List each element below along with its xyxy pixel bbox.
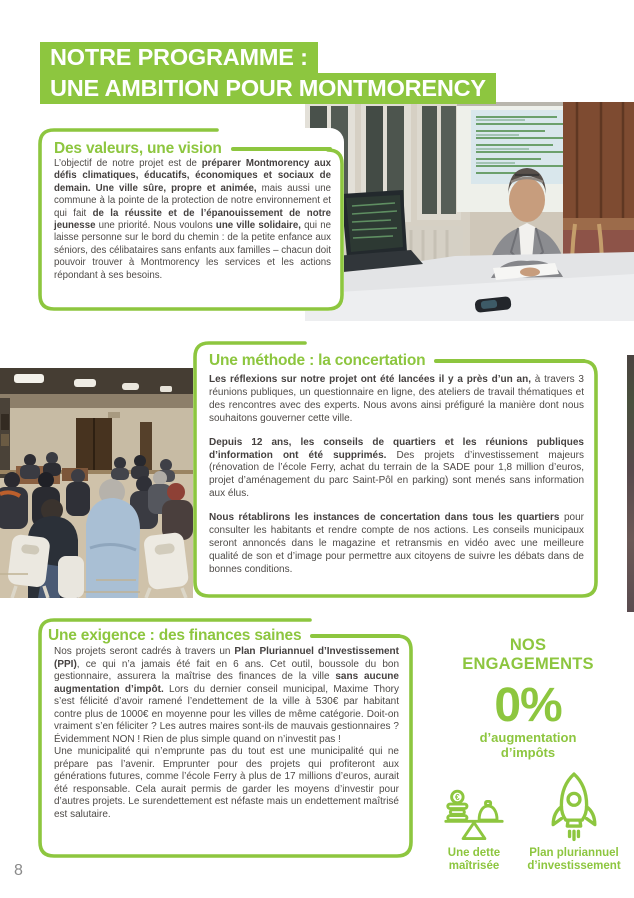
sidebar-title: NOS ENGAGEMENTS: [462, 636, 594, 673]
zero-percent-stat: 0%: [494, 679, 562, 732]
section-finance: [38, 618, 413, 858]
section-finance-text: [54, 646, 399, 821]
title-rule: [434, 359, 586, 363]
paragraph: Nous rétablirons les instances de concertation dans tous les quartiers pour consulter les habitants et rendre compte de nos actions. Les conseils municipaux seront annoncés dans le magazine et retransmis en vidéo avec une meilleure qualité de son et d’image pour permettre aux citoyens de suivre les débats dans de bonnes conditions.: [209, 512, 584, 575]
commitment-label: Une dette maîtrisée: [447, 847, 501, 872]
section-method: [193, 341, 598, 598]
photo-edge-strip: [627, 355, 634, 612]
section-values-text: [54, 158, 331, 282]
section-values: [38, 128, 344, 311]
commitment-debt: [428, 784, 520, 872]
photo-public-meeting: [0, 368, 193, 598]
section-title-method: Une méthode : la concertation: [209, 352, 426, 369]
header-line-2: UNE AMBITION POUR MONTMORENCY: [40, 73, 496, 104]
commitment-items: [428, 770, 628, 872]
svg-text:€: €: [455, 792, 460, 803]
paragraph: Les réflexions sur notre projet ont été lancées il y a près d’un an, à travers 3 réunions publiques, un questionnaire en ligne, des ateliers de travail thématiques et des rencontres avec des experts. Nous avons ainsi préfiguré la manière dont nous souhaitons gouverner cette ville.: [209, 374, 584, 424]
balance-scale-euro-icon: [442, 784, 506, 842]
paragraph: Nos projets seront cadrés à travers un Plan Pluriannuel d’Investissement (PPI), ce qui n’a jamais été fait en 6 ans. Cet outil, boussole du bon gestionnaire, assurera la maîtrise des finances de la ville sans aucune augmentation d’impôt. Lors du dernier conseil municipal, Maxime Thory s’est félicité d’avoir ramené l’endettement de la ville à 530€ par habitant contre plus de 1000€ en moyenne pour les villes de même catégorie. Doit-on vraiment s’en féliciter ? Les autres maires sont-ils de mauvais gestionnaires ? Évidemment NON ! Rien de plus simple quand on n’investit pas !: [54, 646, 400, 745]
section-title-values: Des valeurs, une vision: [54, 140, 222, 157]
paragraph: Une municipalité qui n’emprunte pas du tout est une municipalité qui ne prépare pas l’avenir. Emprunter pour des projets qui profiteront aux générations futures, comme l’école Ferry à plus de 17 millions d’euros, aurait été responsable. Cela aurait permis de garder les moyens d’investir pour d’autres projets. Le surendettement est néfaste mais un endettement maîtrisé est salutaire.: [54, 746, 399, 820]
page-number: 8: [14, 862, 23, 879]
title-rule: [310, 634, 401, 638]
commitment-investment-plan: [520, 770, 628, 872]
section-title-finance: Une exigence : des finances saines: [48, 627, 302, 644]
rocket-icon: [548, 770, 600, 842]
page-header: [40, 42, 496, 104]
paragraph: Depuis 12 ans, les conseils de quartiers et les réunions publiques d’information ont été supprimés. Des projets d’investissement majeurs (rénovation de l’école Ferry, achat du terrain de la SADE pour 1,8 million d’euros, projet d’aménagement du parc Saint-Pôl en parking) sont menés sans information aux élus.: [209, 436, 584, 500]
zero-percent-caption: d’augmentation d’impôts: [479, 730, 577, 760]
paragraph: L’objectif de notre projet est de préparer Montmorency aux défis climatiques, éducatifs, économiques et sociaux de demain. Une ville sûre, propre et animée, mais aussi une commune à la pointe de la protection de notre environnement et qui fait de la réussite et de l’épanouissement de notre jeunesse une priorité. Nous voulons une ville solidaire, qui ne laisse personne sur le bord du chemin : de la petite enfance aux séniors, des célibataires sans enfants aux familles – chacun doit pouvoir trouver à Montmorency les services et les actions répondant à ses besoins.: [54, 158, 331, 281]
title-rule: [231, 147, 332, 151]
commitments-sidebar: [428, 636, 628, 872]
header-line-1: NOTRE PROGRAMME :: [40, 42, 318, 73]
photo-presenter-at-desk: [305, 102, 634, 321]
commitment-label: Plan pluriannuel d’investissement: [527, 847, 621, 872]
section-method-text: [209, 374, 584, 577]
